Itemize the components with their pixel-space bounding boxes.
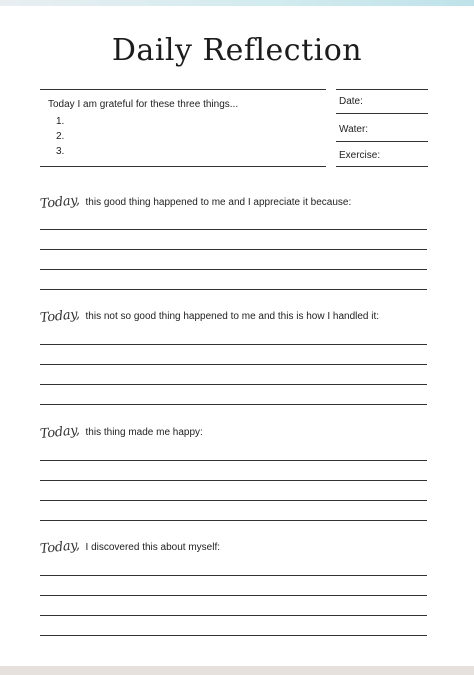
write-line[interactable] bbox=[40, 269, 427, 270]
date-rule bbox=[336, 113, 428, 114]
water-field[interactable]: Water: bbox=[339, 124, 369, 135]
write-line[interactable] bbox=[40, 460, 427, 461]
section-2-heading bbox=[40, 304, 379, 328]
date-top-rule bbox=[336, 89, 428, 90]
write-line[interactable] bbox=[40, 575, 427, 576]
gratitude-list bbox=[56, 114, 64, 159]
section-3-heading bbox=[40, 420, 203, 444]
section-4-prompt: I discovered this about myself: bbox=[85, 541, 221, 553]
today-script: Today, bbox=[39, 537, 81, 557]
top-color-strip bbox=[0, 0, 474, 6]
section-2-prompt: this not so good thing happened to me and this is how I handled it: bbox=[85, 310, 380, 322]
write-line[interactable] bbox=[40, 480, 427, 481]
water-rule bbox=[336, 141, 428, 142]
write-line[interactable] bbox=[40, 249, 427, 250]
section-3-prompt: this thing made me happy: bbox=[85, 426, 203, 438]
write-line[interactable] bbox=[40, 595, 427, 596]
write-line[interactable] bbox=[40, 229, 427, 230]
gratitude-item-1[interactable]: 1. bbox=[56, 116, 65, 127]
date-field[interactable]: Date: bbox=[339, 96, 363, 107]
write-line[interactable] bbox=[40, 384, 427, 385]
write-line[interactable] bbox=[40, 404, 427, 405]
write-line[interactable] bbox=[40, 500, 427, 501]
bottom-color-strip bbox=[0, 666, 474, 675]
section-1-prompt: this good thing happened to me and I appreciate it because: bbox=[85, 196, 352, 208]
gratitude-item-2[interactable]: 2. bbox=[56, 131, 65, 142]
write-line[interactable] bbox=[40, 364, 427, 365]
write-line[interactable] bbox=[40, 635, 427, 636]
section-1-heading bbox=[40, 190, 351, 214]
exercise-rule bbox=[336, 166, 428, 167]
page-title: Daily Reflection bbox=[111, 33, 363, 68]
gratitude-bottom-rule bbox=[40, 166, 326, 167]
write-line[interactable] bbox=[40, 615, 427, 616]
today-script: Today, bbox=[39, 306, 81, 326]
gratitude-item-3[interactable]: 3. bbox=[56, 146, 65, 157]
gratitude-prompt: Today I am grateful for these three things... bbox=[48, 99, 239, 110]
section-4-heading bbox=[40, 535, 220, 559]
exercise-field[interactable]: Exercise: bbox=[339, 150, 381, 161]
today-script: Today, bbox=[39, 192, 81, 212]
today-script: Today, bbox=[39, 422, 81, 442]
gratitude-top-rule bbox=[40, 89, 326, 90]
write-line[interactable] bbox=[40, 344, 427, 345]
write-line[interactable] bbox=[40, 289, 427, 290]
write-line[interactable] bbox=[40, 520, 427, 521]
